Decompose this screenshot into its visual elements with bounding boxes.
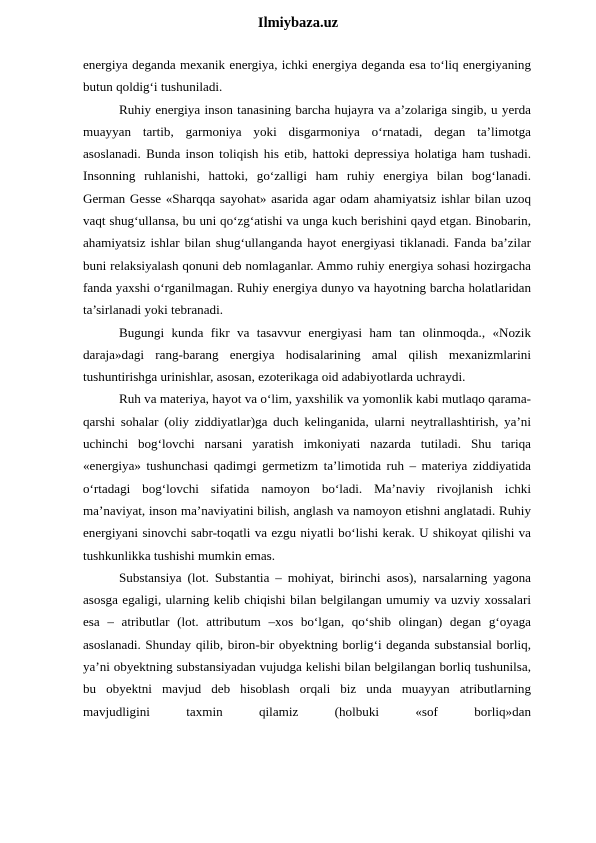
paragraph-fikr-energiyasi: Bugungi kunda fikr va tasavvur energiyasi ham tan olinmoqda., «Nozik daraja»dagi rang-barang energiya hodisalarining amal qilish mexanizmlarini tushuntirishga urinishlar, asosan, ezoterikaga oid adabiyotlarda uchraydi. — [83, 324, 531, 385]
document-body — [83, 54, 531, 723]
site-title: Ilmiybaza.uz — [257, 15, 339, 31]
paragraph-ruh-va-materiya: Ruh va materiya, hayot va o‘lim, yaxshilik va yomonlik kabi mutlaqo qarama-qarshi sohalar (oliy ziddiyatlar)ga duch kelinganida, ularni neytrallashtirish, ya’ni uchinchi bog‘lovchi narsani yaratish imkoniyati nazarda tutiladi. Shu tariqa «energiya» tushunchasi qadimgi germetizm ta’limotida ruh – materiya ziddiyatida o‘rtadagi bog‘lovchi sifatida namoyon bo‘ladi. Ma’naviy rivojlanish ichki ma’naviyat, inson ma’naviyatini bilish, anglash va namoyon etishni anglatadi. Ruhiy energiyani sinovchi sabr-toqatli va ezgu niyatli bo‘lishi kerak. U shikoyat qilishi va tushkunlikka tushishi mumkin emas. — [83, 391, 531, 563]
paragraph-continuation: energiya deganda mexanik energiya, ichki energiya deganda esa to‘liq energiyaning butun qoldig‘i tushuniladi. — [83, 57, 531, 95]
paragraph-substansiya: Substansiya (lot. Substantia – mohiyat, birinchi asos), narsalarning yagona asosga egaligi, ularning kelib chiqishi bilan belgilangan umumiy va uzviy xossalari esa – atributlar (lot. attributum –xos bo‘lgan, qo‘shib olingan) degan g‘oyaga asoslanadi. Shunday qilib, biron-bir obyektning borlig‘i deganda substansial borliq, ya’ni obyektning substansiyadan vujudga kelishi bilan belgilangan borliq tushunilsa, bu obyektni mavjud deb hisoblash orqali biz unda muayyan atributlarning mavjudligini taxmin qilamiz (holbuki «sof borliq»dan — [83, 569, 531, 719]
paragraph-ruhiy-energiya: Ruhiy energiya inson tanasining barcha hujayra va a’zolariga singib, u yerda muayyan tartib, garmoniya yoki disgarmoniya o‘rnatadi, degan ta’limotga asoslanadi. Bunda inson toliqish his etib, hattoki depressiya holatiga ham tushadi. Insonning ruhlanishi, hattoki, go‘zalligi ham ruhiy energiya bilan bog‘lanadi. German Gesse «Sharqqa sayohat» asarida agar odam ahamiyatsiz ishlar bilan uzoq vaqt shug‘ullansa, bu uni qo‘zg‘atishi va unga kuch berishini qayd etgan. Binobarin, ahamiyatsiz ishlar bilan shug‘ullanganda hayot energiyasi tiklanadi. Fanda ba’zilar buni relaksiyalash qonuni deb nomlaganlar. Ammo ruhiy energiya sohasi hozirgacha fanda yaxshi o‘rganilmagan. Ruhiy energiya dunyo va hayotning barcha holatlaridan ta’sirlanadi yoki tebranadi. — [83, 101, 531, 318]
